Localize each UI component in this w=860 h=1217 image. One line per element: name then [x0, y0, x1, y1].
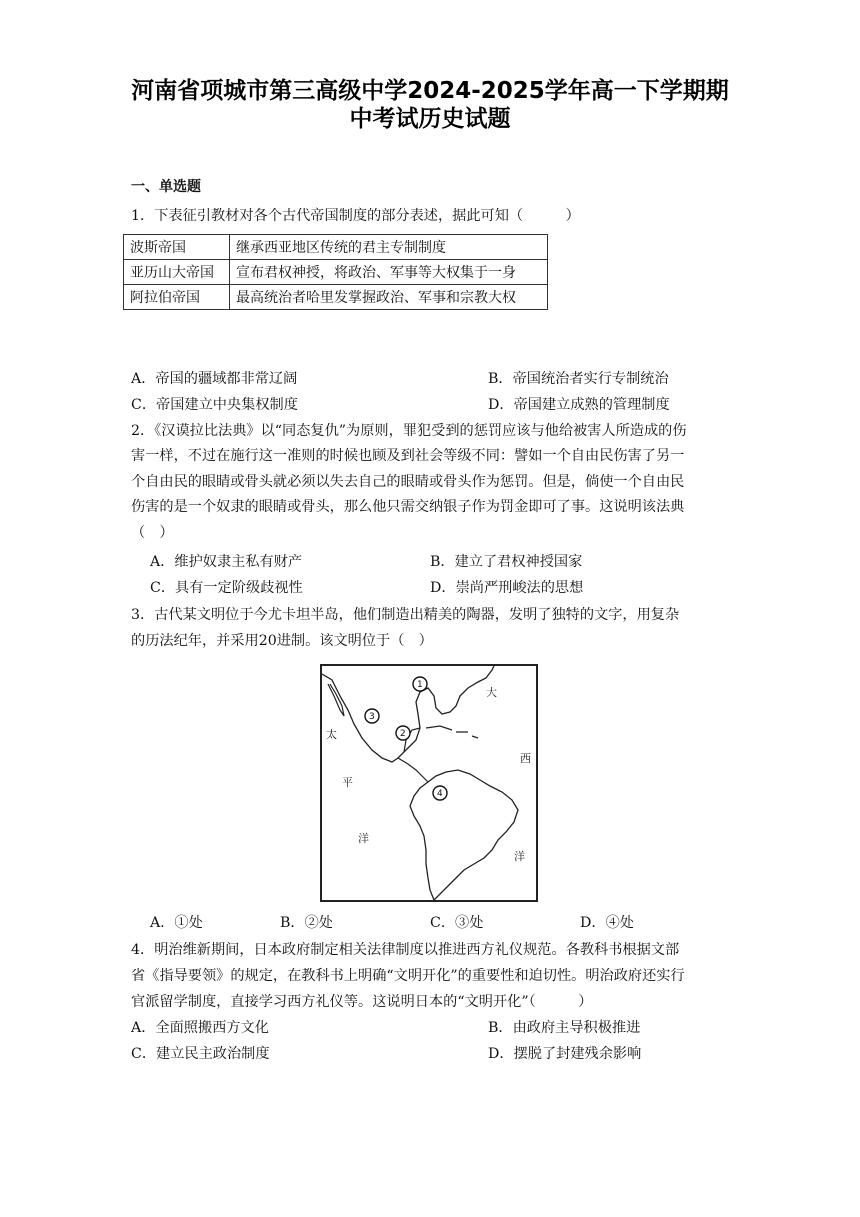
map-label-da: 大: [486, 686, 497, 699]
table-cell: 阿拉伯帝国: [124, 285, 230, 310]
q4-stem-line: 省《指导要领》的规定，在教科书上明确“文明开化”的重要性和迫切性。明治政府还实行: [131, 968, 685, 984]
table-cell: 最高统治者哈里发掌握政治、军事和宗教大权: [230, 285, 548, 310]
q2-option-b[interactable]: B．建立了君权神授国家: [430, 554, 583, 570]
q4-option-a[interactable]: A．全面照搬西方文化: [131, 1020, 269, 1036]
q3-stem-line: 3．古代某文明位于今尤卡坦半岛，他们制造出精美的陶器，发明了独特的文字，用复杂: [131, 607, 680, 623]
table-row: [124, 260, 548, 285]
table-row: [124, 285, 548, 310]
q2-option-d[interactable]: D．崇尚严刑峻法的思想: [430, 580, 584, 596]
map-marker-2-label: 2: [400, 729, 406, 739]
q1-option-a[interactable]: A．帝国的疆域都非常辽阔: [131, 371, 298, 387]
q1-option-b[interactable]: B．帝国统治者实行专制统治: [488, 371, 669, 387]
q2-option-c[interactable]: C．具有一定阶级歧视性: [150, 580, 303, 596]
q2-stem-line: （ ）: [131, 525, 174, 541]
document-title-line2: 中考试历史试题: [349, 106, 511, 132]
q4-stem-line: 4．明治维新期间，日本政府制定相关法律制度以推进西方礼仪规范。各教科书根据文部: [131, 942, 680, 958]
q3-option-a[interactable]: A．①处: [150, 915, 203, 931]
section-heading: 一、单选题: [131, 179, 201, 195]
q4-stem-line: 官派留学制度，直接学习西方礼仪等。这说明日本的“文明开化”（ ）: [131, 994, 593, 1010]
map-marker-4: [433, 786, 447, 800]
q3-option-d[interactable]: D．④处: [580, 915, 634, 931]
table-cell: 继承西亚地区传统的君主专制制度: [230, 235, 548, 260]
map-label-xi: 西: [520, 752, 531, 765]
q2-option-a[interactable]: A．维护奴隶主私有财产: [150, 554, 303, 570]
q3-stem-line: 的历法纪年，并采用20进制。该文明位于（ ）: [131, 633, 433, 649]
table-cell: 亚历山大帝国: [124, 260, 230, 285]
map-label-ping: 平: [342, 776, 353, 789]
q1-stem: 1．下表征引教材对各个古代帝国制度的部分表述，据此可知（ ）: [131, 208, 580, 224]
americas-map: [320, 664, 538, 902]
map-label-tai: 太: [326, 728, 337, 741]
q4-option-b[interactable]: B．由政府主导积极推进: [488, 1020, 641, 1036]
q3-option-b[interactable]: B．②处: [280, 915, 333, 931]
q1-option-d[interactable]: D．帝国建立成熟的管理制度: [488, 397, 670, 413]
table-cell: 宣布君权神授，将政治、军事等大权集于一身: [230, 260, 548, 285]
table-row: [124, 235, 548, 260]
map-marker-1-label: 1: [417, 680, 423, 690]
map-label-yang-atlantic: 洋: [514, 850, 525, 863]
document-title-line1: 河南省项城市第三高级中学2024-2025学年高一下学期期: [131, 78, 729, 104]
q4-option-c[interactable]: C．建立民主政治制度: [131, 1046, 270, 1062]
map-marker-1: [413, 677, 427, 691]
q2-stem-line: 个自由民的眼睛或骨头就必须以失去自己的眼睛或骨头作为惩罚。但是，倘使一个自由民: [131, 474, 685, 490]
map-marker-3-label: 3: [369, 712, 375, 722]
map-label-yang-pacific: 洋: [358, 832, 369, 845]
q2-stem-line: 害一样，不过在施行这一准则的时候也顾及到社会等级不同：譬如一个自由民伤害了另一: [131, 448, 685, 464]
map-marker-3: [365, 709, 379, 723]
table-cell: 波斯帝国: [124, 235, 230, 260]
q2-stem-line: 2．《汉谟拉比法典》以“同态复仇”为原则，罪犯受到的惩罚应该与他给被害人所造成的伤: [131, 423, 687, 439]
q3-option-c[interactable]: C．③处: [430, 915, 484, 931]
q2-stem-line: 伤害的是一个奴隶的眼睛或骨头，那么他只需交纳银子作为罚金即可了事。这说明该法典: [131, 499, 685, 515]
map-marker-2: [396, 726, 410, 740]
q1-option-c[interactable]: C．帝国建立中央集权制度: [131, 397, 298, 413]
americas-map-drawing: [322, 666, 536, 900]
q4-option-d[interactable]: D．摆脱了封建残余影响: [488, 1046, 642, 1062]
q1-table: [123, 234, 548, 310]
map-marker-4-label: 4: [437, 789, 443, 799]
